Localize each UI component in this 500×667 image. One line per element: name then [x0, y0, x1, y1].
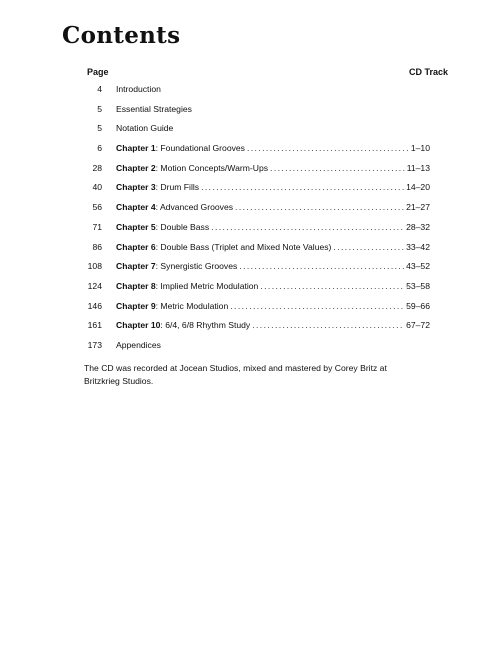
toc-page-number: 28 [92, 162, 102, 173]
toc-entry [82, 280, 430, 300]
toc-cd-track: 59–66 [406, 300, 430, 311]
toc-title: : Advanced Grooves [155, 202, 234, 213]
toc-entry-text [116, 83, 430, 95]
toc-page-number: 56 [92, 202, 102, 213]
toc-entry [82, 103, 430, 123]
toc-entry-text [116, 319, 430, 331]
toc-entry [82, 221, 430, 241]
toc-page-number: 5 [97, 103, 102, 114]
toc-cd-track: 53–58 [406, 280, 430, 291]
toc-entry [82, 241, 430, 261]
toc-page-number: 71 [92, 221, 102, 232]
toc-chapter-label: Chapter 1 [116, 143, 156, 154]
toc-entry [82, 300, 430, 320]
toc-entry [82, 142, 430, 162]
toc-chapter-label: Chapter 7 [116, 261, 156, 272]
toc-entry-text [116, 201, 430, 213]
toc-title: Introduction [116, 84, 161, 94]
toc-dot-leader [239, 260, 404, 272]
toc-dot-leader [247, 142, 409, 154]
toc-title: : Double Bass (Triplet and Mixed Note Values) [155, 241, 332, 252]
table-of-contents [82, 83, 430, 359]
toc-entry-text [116, 260, 430, 272]
toc-cd-track: 14–20 [406, 182, 430, 193]
toc-entry [82, 162, 430, 182]
toc-cd-track: 67–72 [406, 320, 430, 331]
toc-entry-text [116, 339, 430, 351]
toc-entry [82, 339, 430, 359]
toc-title: : 6/4, 6/8 Rhythm Study [160, 320, 251, 331]
toc-page-number: 124 [87, 280, 102, 291]
toc-page-number: 86 [92, 241, 102, 252]
toc-title: Essential Strategies [116, 103, 192, 114]
toc-cd-track: 33–42 [406, 241, 430, 252]
toc-entry [82, 319, 430, 339]
toc-page-number: 146 [87, 300, 102, 311]
toc-chapter-label: Chapter 9 [116, 300, 156, 311]
toc-title: Notation Guide [116, 123, 174, 134]
toc-dot-leader [270, 162, 405, 174]
toc-dot-leader [211, 221, 404, 233]
toc-entry-text [116, 221, 430, 233]
toc-chapter-label: Chapter 4 [116, 202, 156, 213]
toc-entry-text [116, 280, 430, 292]
toc-entry [82, 83, 430, 103]
toc-chapter-label: Chapter 10 [116, 320, 161, 331]
toc-entry-text [116, 142, 430, 154]
toc-entry-text [116, 241, 430, 253]
toc-page-number: 6 [97, 143, 102, 154]
toc-page-number: 108 [87, 261, 102, 272]
toc-title: : Foundational Grooves [155, 143, 245, 154]
toc-cd-track: 11–13 [406, 162, 430, 173]
toc-title: : Synergistic Grooves [155, 261, 238, 272]
toc-entry-text [116, 103, 430, 115]
toc-title: : Implied Metric Modulation [155, 280, 259, 291]
toc-dot-leader [230, 300, 404, 312]
toc-dot-leader [252, 319, 404, 331]
recording-note: The CD was recorded at Jocean Studios, mixed and mastered by Corey Britz at Britzkrieg Studios. [84, 363, 387, 386]
toc-chapter-label: Chapter 8 [116, 280, 156, 291]
toc-cd-track: 21–27 [406, 202, 430, 213]
toc-cd-track: 28–32 [406, 221, 430, 232]
toc-entry-text [116, 122, 430, 134]
toc-chapter-label: Chapter 2 [116, 162, 156, 173]
toc-title: : Motion Concepts/Warm-Ups [155, 162, 269, 173]
toc-chapter-label: Chapter 5 [116, 221, 156, 232]
toc-page-number: 161 [87, 320, 102, 331]
toc-chapter-label: Chapter 6 [116, 241, 156, 252]
page-column-header: Page [87, 67, 109, 77]
toc-cd-track: 1–10 [410, 143, 430, 154]
toc-entry [82, 260, 430, 280]
toc-page-number: 5 [97, 123, 102, 134]
toc-dot-leader [235, 201, 404, 213]
toc-dot-leader [260, 280, 404, 292]
toc-title: : Double Bass [155, 221, 210, 232]
toc-dot-leader [333, 241, 404, 253]
toc-entry [82, 181, 430, 201]
toc-chapter-label: Chapter 3 [116, 182, 156, 193]
toc-entry [82, 201, 430, 221]
toc-title: Appendices [116, 339, 161, 350]
toc-title: : Metric Modulation [155, 300, 229, 311]
toc-entry-text [116, 162, 430, 174]
toc-page-number: 4 [97, 84, 102, 94]
toc-dot-leader [201, 181, 404, 193]
toc-page-number: 40 [92, 182, 102, 193]
toc-entry-text [116, 300, 430, 312]
toc-entry-text [116, 181, 430, 193]
toc-entry [82, 122, 430, 142]
toc-title: : Drum Fills [155, 182, 200, 193]
cd-track-column-header: CD Track [408, 67, 448, 77]
toc-page-number: 173 [87, 339, 102, 350]
toc-cd-track: 43–52 [406, 261, 430, 272]
page-title: Contents [62, 22, 181, 49]
